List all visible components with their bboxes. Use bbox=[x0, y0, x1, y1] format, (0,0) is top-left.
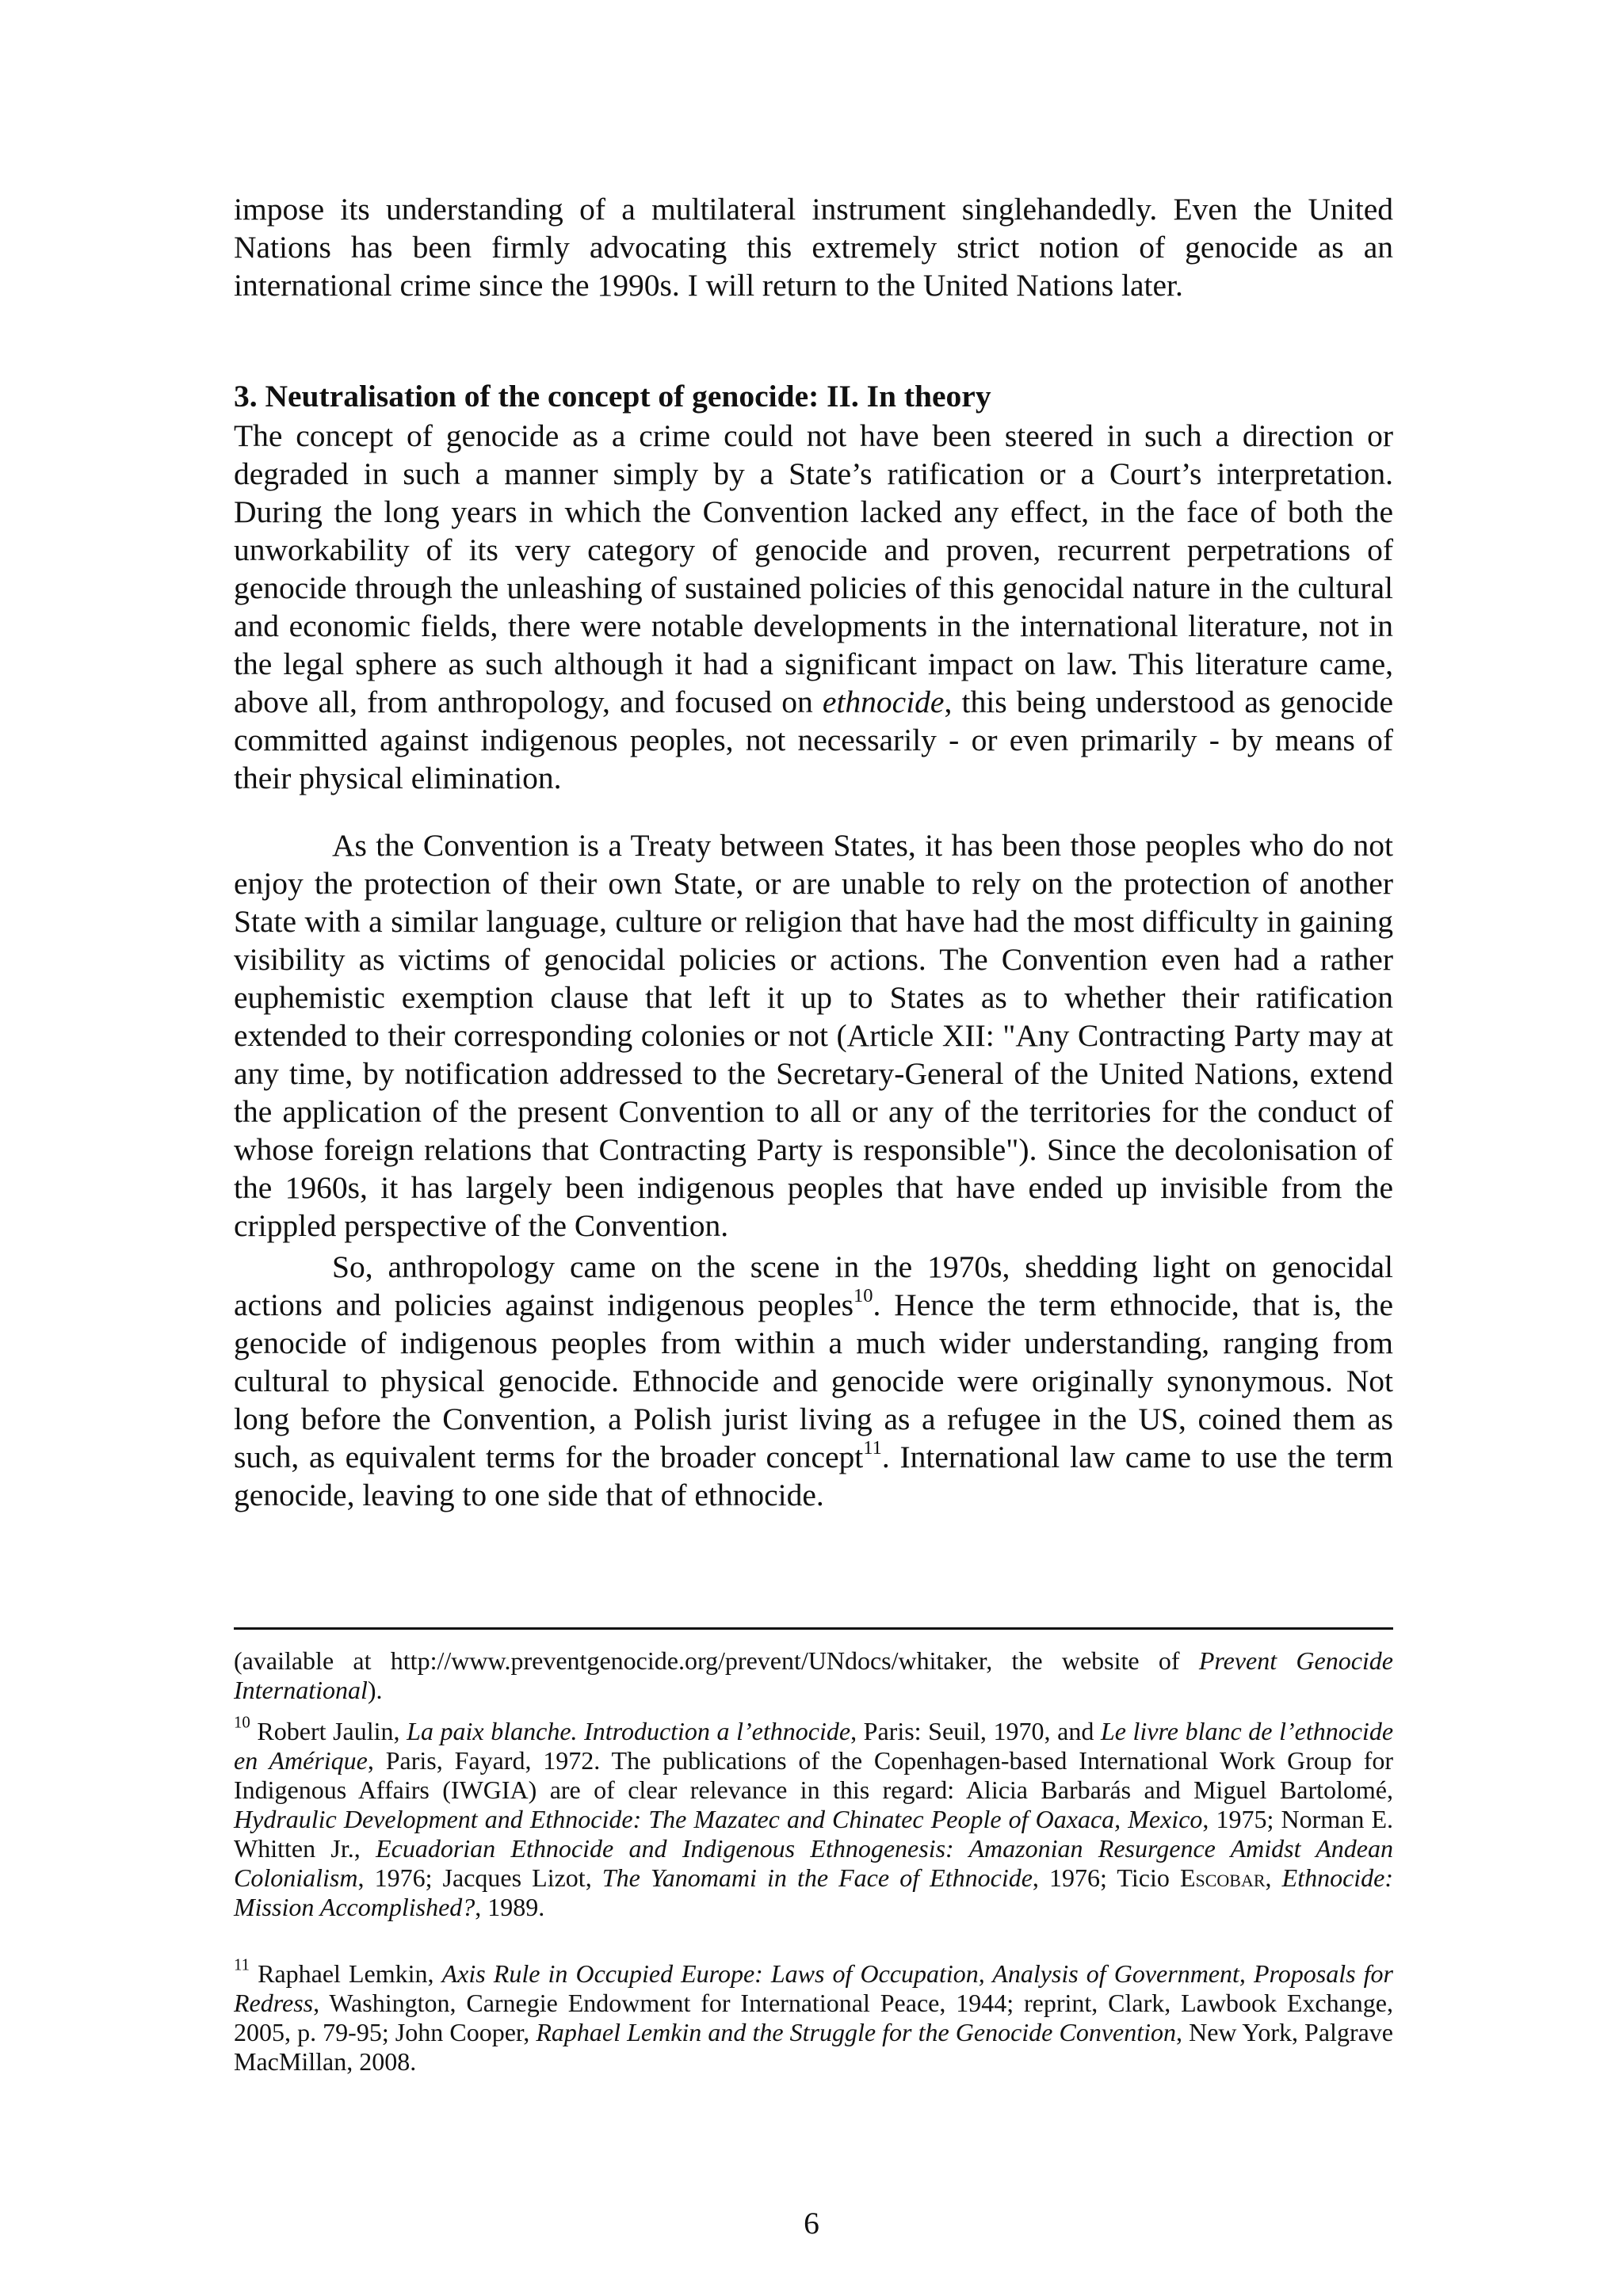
footnote-text: , Paris: Seuil, 1970, and bbox=[850, 1717, 1101, 1745]
footnote-text: , bbox=[1265, 1863, 1282, 1892]
page-number: 6 bbox=[804, 2206, 819, 2241]
footnote-text: , 1989. bbox=[475, 1893, 545, 1921]
footnote-ref-10[interactable]: 10 bbox=[853, 1284, 873, 1306]
footnote-text: Raphael Lemkin, bbox=[250, 1959, 442, 1988]
footnote-text: (available at http://www.preventgenocide.org/prevent/UNdocs/whitaker, the website of bbox=[234, 1646, 1199, 1675]
footnote-10 bbox=[234, 1713, 1394, 1922]
footnote-italic: Prevent Genocide International bbox=[234, 1646, 1394, 1704]
paragraph-text: The concept of genocide as a crime could not have been steered in such a direction or degraded in such a manner simply by a State’s ratification or a Court’s interpretation. During the long years in which the Convention lacked any effect, in the face of both the unworkability of its very category of genocide and proven, recurrent perpetrations of genocide through the unleashing of sustained policies of this genocidal nature in the cultural and economic fields, there were notable developments in the international literature, not in the legal sphere as such although it had a significant impact on law. This literature came, above all, from anthropology, and focused on bbox=[234, 418, 1393, 719]
paragraph-text: . Hence the term ethnocide, that is, the genocide of indigenous peoples from within a much wider understanding, ranging from cultural to physical genocide. Ethnocide and genocide were originally synonymous. Not long before the Convention, a Polish jurist living as a refugee in the US, coined them as such, as equivalent terms for the broader concept bbox=[234, 1287, 1393, 1474]
footnote-italic: Raphael Lemkin and the Struggle for the Genocide Convention bbox=[536, 2018, 1176, 2046]
footnote-text: , New York, Palgrave MacMillan, 2008. bbox=[234, 2018, 1394, 2076]
footnote-divider bbox=[234, 1627, 1393, 1630]
paragraph-text: . International law came to use the term genocide, leaving to one side that of ethnocide. bbox=[234, 1440, 1393, 1512]
footnote-italic: The Yanomami in the Face of Ethnocide bbox=[601, 1863, 1033, 1892]
paragraph-text: So, anthropology came on the scene in the 1970s, shedding light on genocidal actions and policies against indigenous peoples bbox=[234, 1249, 1393, 1322]
footnote-italic: Le livre blanc de l’ethnocide en Amérique bbox=[234, 1717, 1394, 1775]
footnote-ref-11[interactable]: 11 bbox=[863, 1436, 882, 1459]
footnote-number: 10 bbox=[234, 1713, 250, 1732]
footnote-text: Robert Jaulin, bbox=[250, 1717, 407, 1745]
footnote-italic: Ethnocide: Mission Accomplished? bbox=[234, 1863, 1394, 1921]
footnote-smallcaps: Escobar bbox=[1179, 1863, 1266, 1892]
footnote-italic: La paix blanche. Introduction a l’ethnocide bbox=[407, 1717, 851, 1745]
footnote-text: , 1976; Ticio bbox=[1032, 1863, 1180, 1892]
footnote-text: , 1975; Norman E. Whitten Jr., bbox=[234, 1805, 1394, 1863]
paragraph-theory bbox=[234, 417, 1393, 797]
footnote-continued bbox=[234, 1646, 1393, 1705]
footnote-italic: Hydraulic Development and Ethnocide: The Mazatec and Chinatec People of Oaxaca, Mexico bbox=[234, 1805, 1203, 1833]
paragraph-intro: impose its understanding of a multilateral instrument singlehandedly. Even the United Nations has been firmly advocating this extremely strict notion of genocide as an international crime since the 1990s. I will return to the United Nations later. bbox=[234, 192, 1393, 303]
footnote-text: ). bbox=[367, 1676, 383, 1704]
footnote-11 bbox=[234, 1955, 1394, 2077]
paragraph-convention: As the Convention is a Treaty between States, it has been those peoples who do not enjoy the protection of their own State, or are unable to rely on the protection of another State with a similar language, culture or religion that have had the most difficulty in gaining visibility as victims of genocidal policies or actions. The Convention even had a rather euphemistic exemption clause that left it up to States as to whether their ratification extended to their corresponding colonies or not (Article XII: "Any Contracting Party may at any time, by notification addressed to the Secretary-General of the United Nations, extend the application of the present Convention to all or any of the territories for the conduct of whose foreign relations that Contracting Party is responsible"). Since the decolonisation of the 1960s, it has largely been indigenous peoples that have ended up invisible from the crippled perspective of the Convention. bbox=[234, 828, 1393, 1243]
footnote-number: 11 bbox=[234, 1955, 250, 1974]
footnote-text: , Washington, Carnegie Endowment for International Peace, 1944; reprint, Clark, Lawbook Exchange, 2005, p. 79-95; John Cooper, bbox=[234, 1989, 1393, 2046]
footnote-text: , 1976; Jacques Lizot, bbox=[357, 1863, 602, 1892]
paragraph-anthropology bbox=[234, 1248, 1393, 1514]
footnote-italic: Axis Rule in Occupied Europe: Laws of Occupation, Analysis of Government, Proposals for Redress bbox=[234, 1959, 1394, 2017]
footnote-text: , Paris, Fayard, 1972. The publications of the Copenhagen-based International Work Group for Indigenous Affairs (IWGIA) are of clear relevance in this regard: Alicia Barbarás and Miguel Bartolomé, bbox=[234, 1746, 1394, 1804]
section-heading: 3. Neutralisation of the concept of genocide: II. In theory bbox=[234, 379, 991, 414]
paragraph-text: , this being understood as genocide committed against indigenous peoples, not necessarily - or even primarily - by means of their physical elimination. bbox=[234, 685, 1393, 795]
emphasis-term: ethnocide bbox=[822, 685, 945, 719]
footnote-italic: Ecuadorian Ethnocide and Indigenous Ethnogenesis: Amazonian Resurgence Amidst Andean Colonialism bbox=[234, 1834, 1394, 1892]
